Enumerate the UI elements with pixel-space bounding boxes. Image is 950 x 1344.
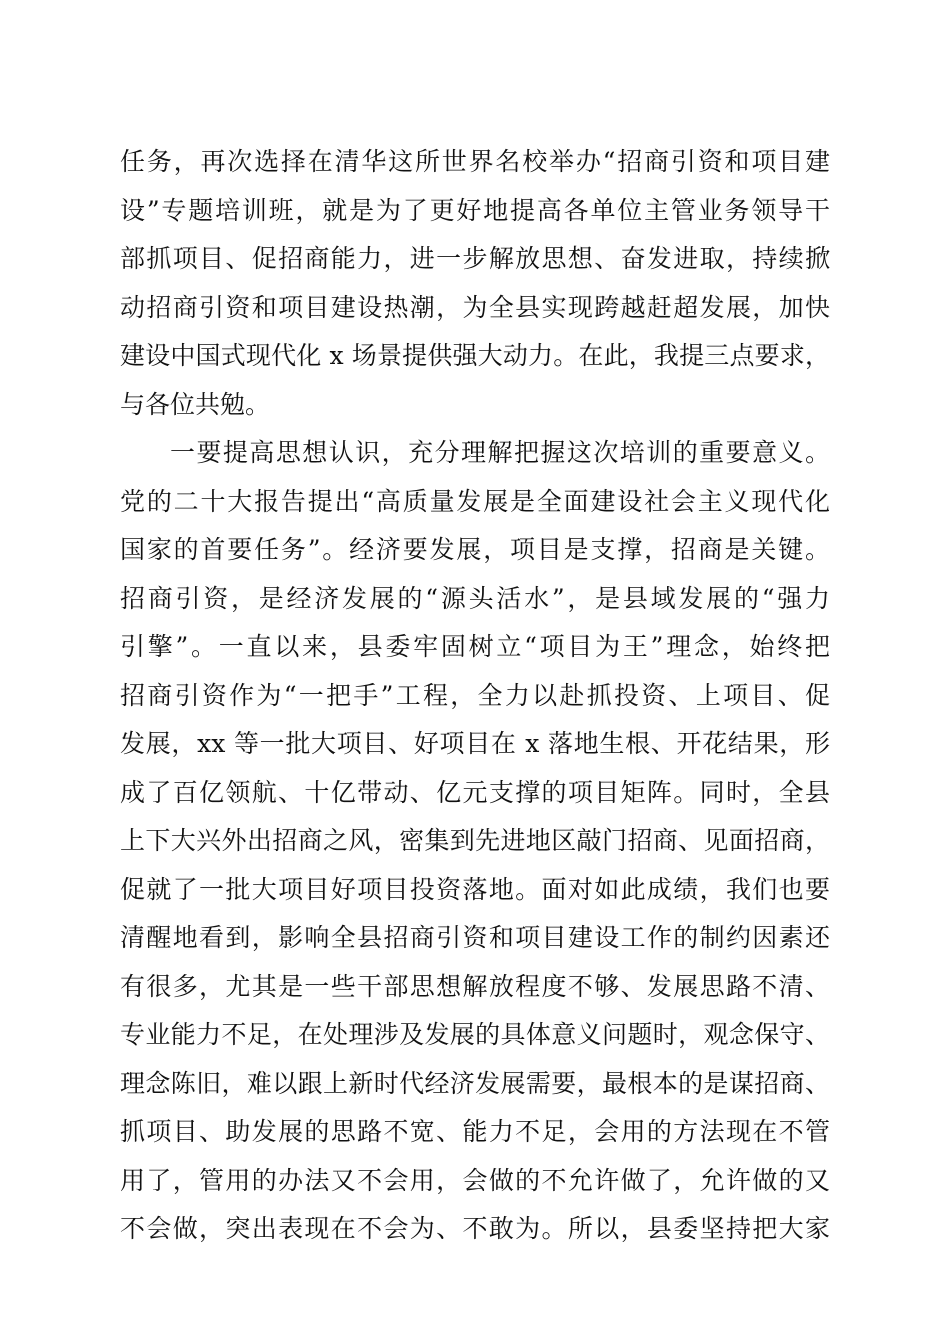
text-line: 上下大兴外出招商之风，密集到先进地区敲门招商、见面招商， (120, 826, 830, 855)
text-line: 招商引资，是经济发展的“源头活水”，是县域发展的“强力 (120, 583, 830, 613)
text-line: 引擎”。一直以来，县委牢固树立“项目为王”理念，始终把 (120, 632, 830, 661)
text-line: 党的二十大报告提出“高质量发展是全面建设社会主义现代化 (120, 486, 830, 516)
text-line: 用了，管用的办法又不会用，会做的不允许做了，允许做的又 (120, 1165, 830, 1195)
text-line: 专业能力不足，在处理涉及发展的具体意义问题时，观念保守、 (120, 1020, 830, 1049)
text-line: 一要提高思想认识，充分理解把握这次培训的重要意义。 (170, 438, 830, 467)
text-line: 促就了一批大项目好项目投资落地。面对如此成绩，我们也要 (120, 874, 830, 904)
text-line: 抓项目、助发展的思路不宽、能力不足，会用的方法现在不管 (120, 1117, 830, 1146)
text-line: 设”专题培训班，就是为了更好地提高各单位主管业务领导干 (120, 195, 830, 225)
text-line: 任务，再次选择在清华这所世界名校举办“招商引资和项目建 (120, 147, 830, 176)
text-line: 建设中国式现代化 x 场景提供强大动力。在此，我提三点要求， (120, 341, 830, 370)
text-line: 与各位共勉。 (120, 389, 271, 419)
text-line: 发展，xx 等一批大项目、好项目在 x 落地生根、开花结果，形 (120, 729, 830, 758)
text-line: 部抓项目、促招商能力，进一步解放思想、奋发进取，持续掀 (120, 244, 830, 273)
text-line: 动招商引资和项目建设热潮，为全县实现跨越赶超发展，加快 (120, 292, 830, 322)
text-line: 成了百亿领航、十亿带动、亿元支撑的项目矩阵。同时，全县 (120, 777, 830, 807)
text-line: 清醒地看到，影响全县招商引资和项目建设工作的制约因素还 (120, 923, 830, 952)
text-line: 不会做，突出表现在不会为、不敢为。所以，县委坚持把大家 (120, 1214, 830, 1243)
text-line: 国家的首要任务”。经济要发展，项目是支撑，招商是关键。 (120, 535, 830, 564)
text-line: 理念陈旧，难以跟上新时代经济发展需要，最根本的是谋招商、 (120, 1068, 830, 1098)
text-line: 有很多，尤其是一些干部思想解放程度不够、发展思路不清、 (120, 971, 830, 1001)
text-line: 招商引资作为“一把手”工程，全力以赴抓投资、上项目、促 (120, 680, 830, 710)
body-text (120, 138, 830, 1254)
